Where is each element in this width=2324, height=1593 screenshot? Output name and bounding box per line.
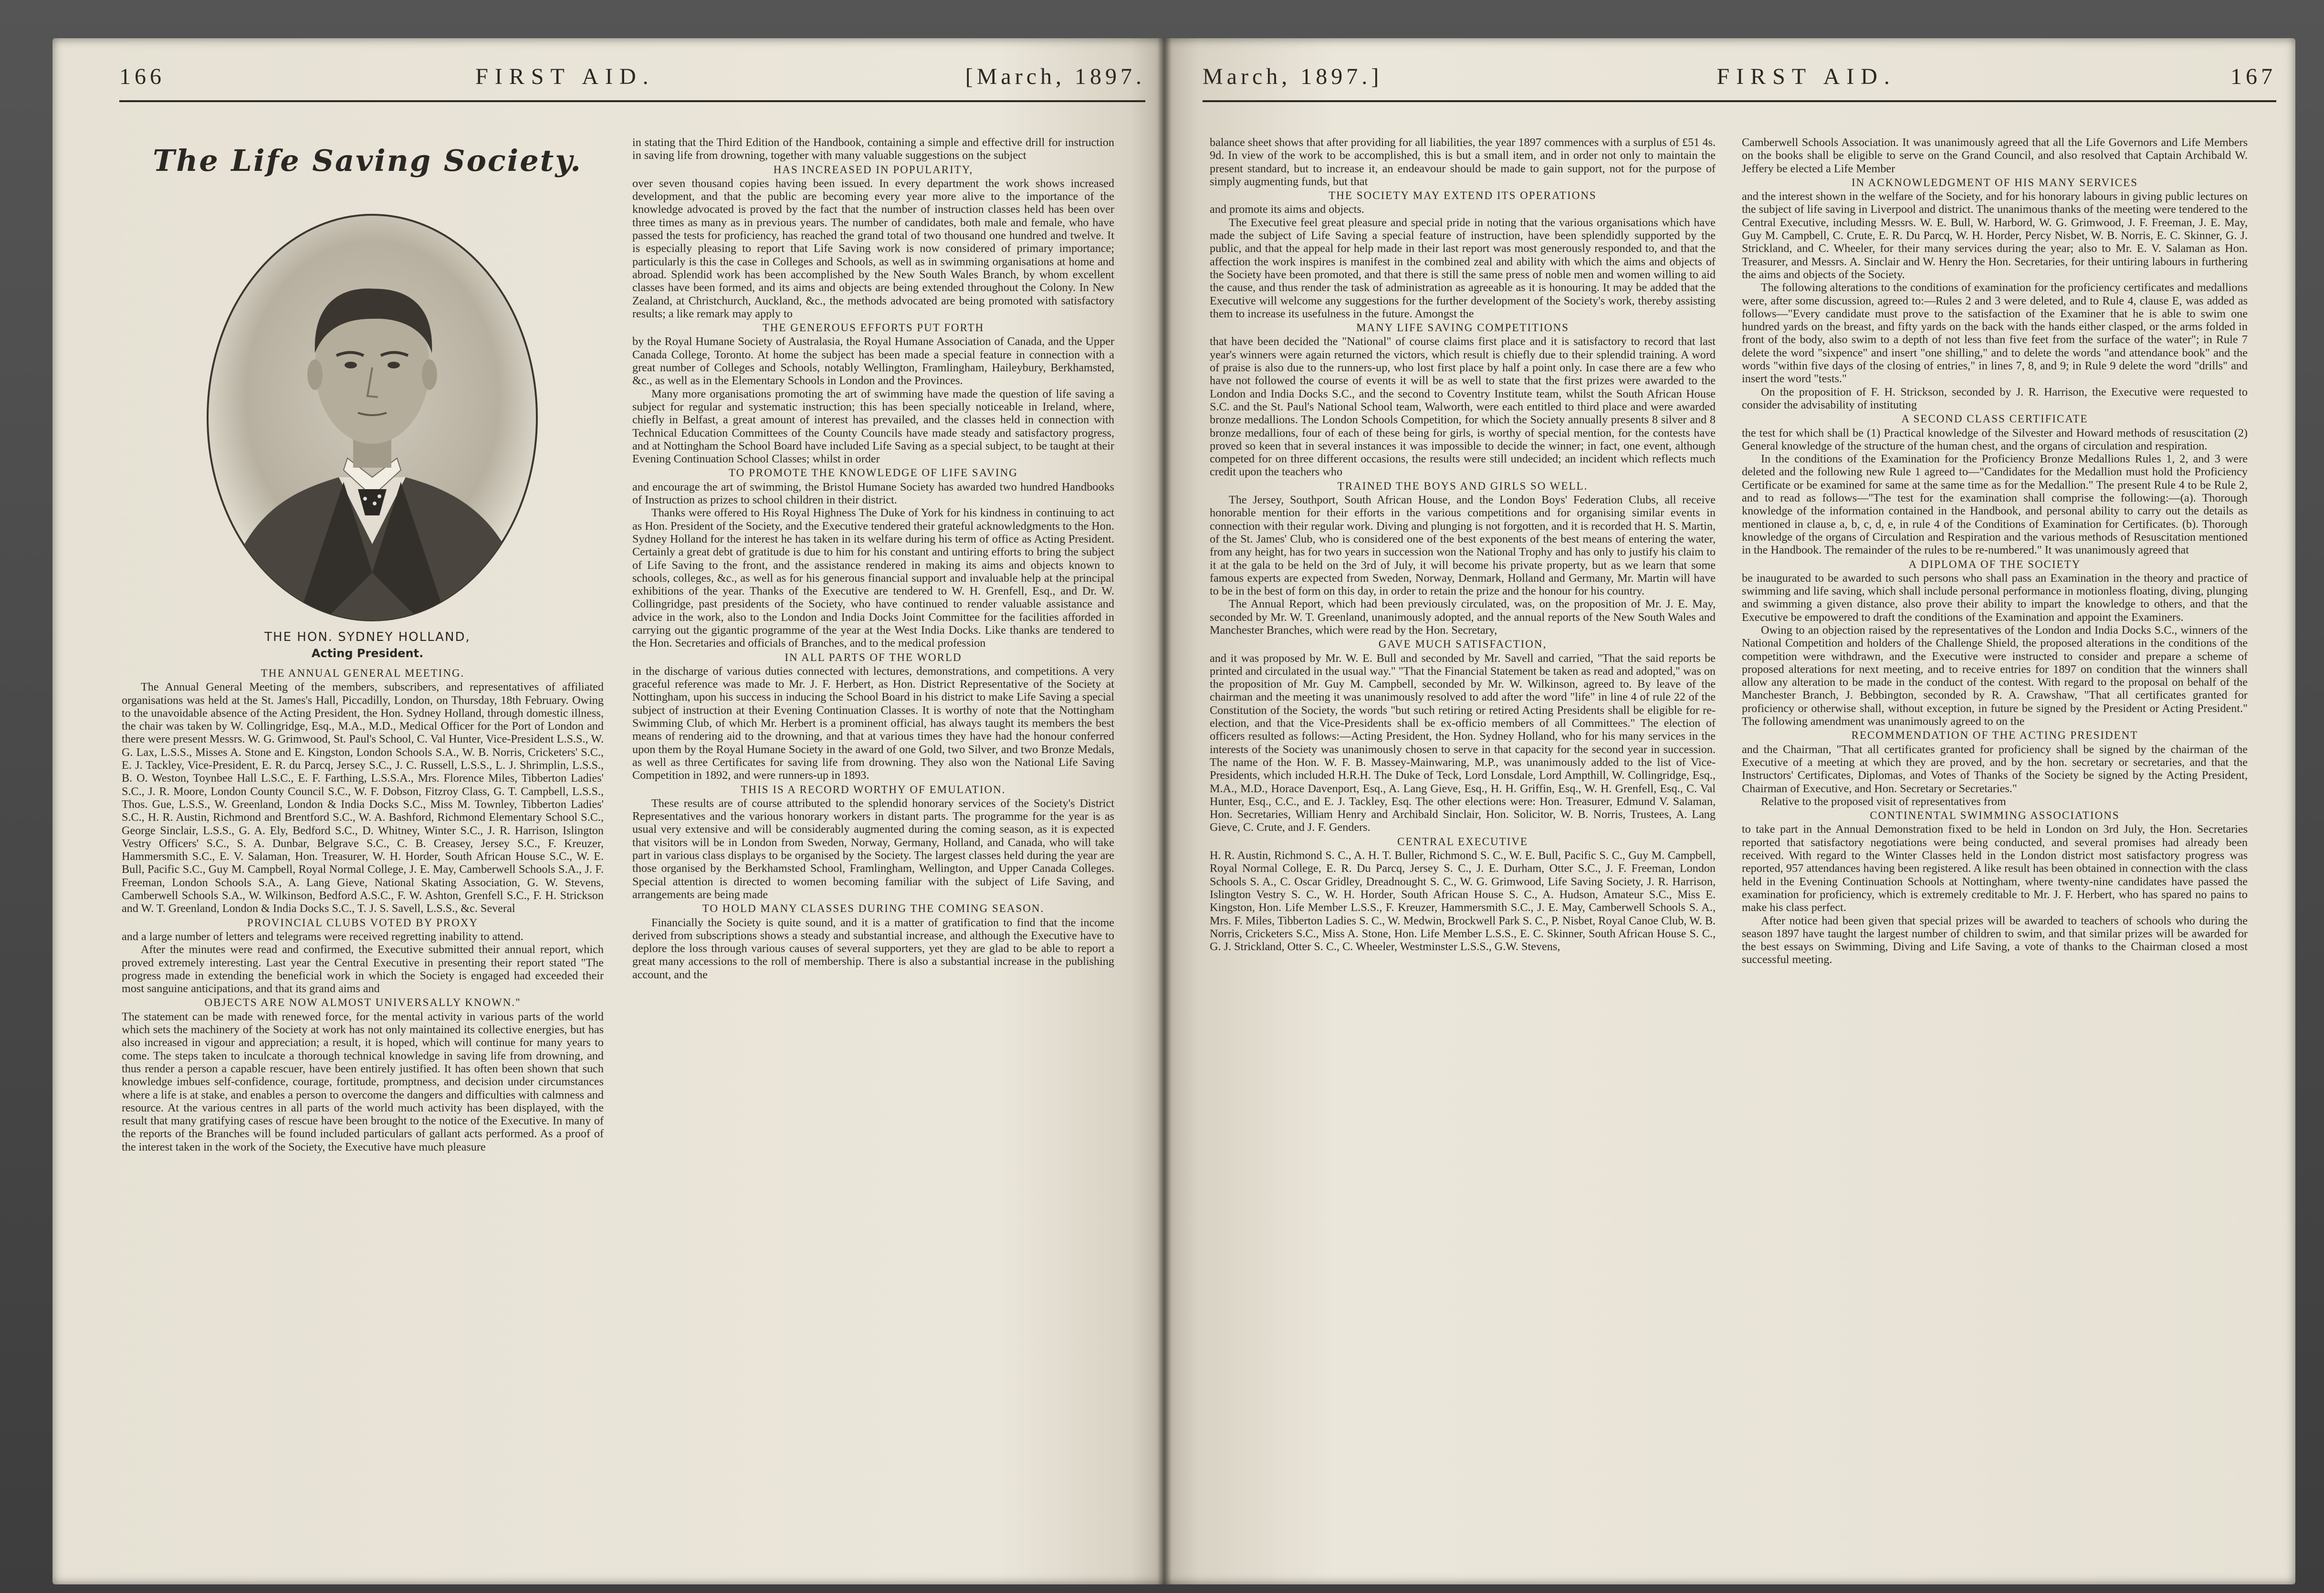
paragraph-continued: and encourage the art of swimming, the Bristol Humane Society has awarded two hundred Handbooks of Instruction as prizes to school children in their district. [632, 480, 1114, 507]
left-column-1 [122, 666, 604, 1153]
subheading: TRAINED THE BOYS AND GIRLS SO WELL. [1337, 480, 1588, 492]
paragraph: The Annual General Meeting of the members, subscribers, and representatives of affiliated organisations was held at the St. James's Hall, Piccadilly, London, on Thursday, 18th February. Owing to the unavoidable absence of the Acting President, the Hon. Sydney Holland, through domestic illness, the chair was taken by W. Collingridge, Esq., M.A., M.D., Medical Officer for the Port of London and there were present Messrs. W. G. Grimwood, St. Paul's School, C. Val Hunter, Vice-President L.S.S., W. G. Lax, L.S.S., Misses A. Stone and E. Kingston, London Schools S.A., W. B. Norris, Cricketers' S.C., E. J. Tackley, Vice-President, E. R. du Parcq, Jersey S.C., J. C. Russell, L.S.S., L. J. Shrimplin, L.S.S., B. O. Weston, Toynbee Hall L.S.C., E. F. Farthing, L.S.S.A., Mrs. Florence Miles, Tibberton Ladies' S.C., J. R. Moore, London County Council S.C., W. F. Dobson, Fitzroy Class, G. T. Campbell, L.S.S., Thos. Gue, L.S.S., W. Greenland, London & India Docks S.C., Miss M. Townley, Tibberton Ladies' S.C., H. R. Austin, Richmond and Brentford S.C., W. A. Bashford, Richmond Elementary School S.C., George Sinclair, L.S.S., G. A. Ely, Bedford S.C., D. Whitney, Winter S.C., J. R. Harrison, Islington Vestry Officers' S.C., S. A. Dunbar, Belgrave S.C., C. B. Creasey, Jersey S.C., F. Kreuzer, Hammersmith S.C., E. V. Salaman, Hon. Treasurer, W. H. Horder, South African House S.C., W. E. Bull, Pacific S.C., Guy M. Campbell, Royal Normal College, J. E. May, Camberwell Schools S.A., J. F. Freeman, London Schools S.A., A. Lang Gieve, National Skating Association, G. W. Stevens, Camberwell Schools S.A., W. Wilkinson, Bedford A.S.C., F. W. Ashton, Grenfell S.C., F. H. Strickson and W. T. Greenland, London & India Docks S.C., T. J. S. Savell, L.S.S., &c. Several [122, 681, 604, 915]
portrait-caption-name: THE HON. SYDNEY HOLLAND, [264, 630, 471, 644]
paragraph: The Annual Report, which had been previously circulated, was, on the proposition of Mr. J. E. May, seconded by Mr. W. T. Greenland, unanimously adopted, and the annual reports of the New South Wales and Manchester Branches, which were read by the Hon. Secretary, [1210, 597, 1716, 637]
book-gutter [1157, 38, 1172, 1584]
portrait-illustration [200, 210, 544, 625]
subheading: TO HOLD MANY CLASSES DURING THE COMING SEASON. [702, 902, 1045, 915]
left-journal-title: FIRST AID. [475, 63, 655, 89]
paragraph-continued: be inaugurated to be awarded to such persons who shall pass an Examination in the theory and practice of swimming and life saving, which shall include personal performance in motionless floating, diving, plunging and swimming a given distance, also prove their ability to impart the knowledge to others, and that the Executive be empowered to draft the conditions of the Examination and appoint the Examiners. [1742, 571, 2248, 624]
paragraph: Owing to an objection raised by the representatives of the London and India Docks S.C., winners of the National Competition and holders of the Challenge Shield, the proposed alterations in the conditions of the competition were withdrawn, and the Executive were instructed to consider and prepare a scheme of proposed alterations for next meeting, and to receive entries for 1897 on condition that the winners shall allow any alteration to be made in the conduct of the contest. With regard to the proposal on behalf of the Manchester Branch, J. Bebbington, seconded by R. A. Crawshaw, "That all certificates granted for proficiency or otherwise shall, without exception, in future be signed by the President or Acting President." The following amendment was unanimously agreed to on the [1742, 623, 2248, 728]
paragraph: The following alterations to the conditions of examination for the proficiency certificates and medallions were, after some discussion, agreed to:—Rules 2 and 3 were deleted, and to Rule 4, clause E, was added as follows—"Every candidate must prove to the satisfaction of the Examiner that he is able to swim one hundred yards on the breast, and fifty yards on the back with the hands either clasped, or the arms folded in front of the body, also swim to a depth of not less than five feet from the surface of the water"; in Rule 7 delete the word "sixpence" and insert "one shilling," and to delete the words "and attendance book" and the words "within five days of the closing of entries," in lines 7, 8, and 9; in Rule 9 delete the word "drills" and insert the word "tests." [1742, 281, 2248, 386]
paragraph-continued: and a large number of letters and telegrams were received regretting inability to attend. [122, 930, 523, 943]
right-journal-title: FIRST AID. [1717, 63, 1896, 89]
subheading: TO PROMOTE THE KNOWLEDGE OF LIFE SAVING [729, 467, 1018, 479]
subheading: IN ACKNOWLEDGMENT OF HIS MANY SERVICES [1852, 176, 2138, 189]
right-page-number: 167 [2230, 63, 2276, 89]
right-column-2 [1742, 136, 2248, 966]
paragraph-continued: to take part in the Annual Demonstration fixed to be held in London on 3rd July, the Hon. Secretaries reported that satisfactory negotiations were being conducted, and several promises had already been received. With regard to the Winter Classes held in the London district most satisfactory progress was reported, 957 attendances having been registered. A like result has been obtained in connection with the class held in the Evening Continuation Schools at Nottingham, where twenty-nine candidates have passed the examination for proficiency, which is extremely creditable to Mr. J. F. Herbert, who has spared no pains to make his class perfect. [1742, 823, 2248, 914]
paragraph: Thanks were offered to His Royal Highness The Duke of York for his kindness in continuing to act as Hon. President of the Society, and the Executive tendered their grateful acknowledgments to the Hon. Sydney Holland for the interest he has taken in its welfare during his term of office as Acting President. Certainly a great debt of gratitude is due to him for his constant and untiring efforts to bring the subject of Life Saving to the front, and the assistance rendered in making its aims and objects known to schools, colleges, &c., as well as for his generous financial support and invaluable help at the principal exhibitions of the year. Thanks of the Executive are tendered to W. H. Grenfell, Esq., and Dr. W. Collingridge, past presidents of the Society, who have continued to render valuable assistance and advice in the work, also to the London and India Docks Joint Committee for the facilities afforded in carrying out the gigantic programme of the year at the West India Docks. Like thanks are tendered to the Hon. Secretaries and officials of Branches, and to the medical profession [632, 506, 1114, 650]
paragraph-continued: over seven thousand copies having been issued. In every department the work shows increased development, and that the public are becoming every year more alive to the importance of the knowledge advocated is proved by the fact that the number of instruction classes held has been over three times as many as in previous years. The number of candidates, both male and female, who have passed the tests for proficiency, has reached the grand total of two thousand one hundred and twelve. It is especially pleasing to report that Life Saving work is now considered of primary importance; particularly is this the case in Colleges and Schools, as well as in swimming organisations at home and abroad. Splendid work has been accomplished by the New South Wales Branch, by whom excellent classes have been formed, and its aims and objects are being extended throughout the Colony. In New Zealand, at Christchurch, Auckland, &c., the methods advocated are being promoted with satisfactory results; a like remark may apply to [632, 177, 1114, 320]
paragraph: These results are of course attributed to the splendid honorary services of the Society's District Representatives and the various honorary workers in distant parts. The programme for the year is as usual very extensive and will be considerably augmented during the coming season, as it is expected that visitors will be in London from Sweden, Norway, Germany, Holland, and Canada, who will take part in various class displays to be organised by the Society. The largest classes held during the year are those organised by the Berkhamsted School, Framlingham, Wellington, and Upper Canada Colleges. Special attention is directed to women becoming familiar with the subject of Life Saving, and arrangements are being made [632, 796, 1114, 901]
subheading: A SECOND CLASS CERTIFICATE [1901, 413, 2088, 425]
paragraph-continued: in the discharge of various duties connected with lectures, demonstrations, and competitions. A very graceful reference was made to Mr. J. F. Herbert, as Hon. District Representative of the Society at Nottingham, upon his success in inducing the School Board in his district to make Life Saving a special subject of instruction at their Evening Continuation Classes. It is worthy of note that the Nottingham Swimming Club, of which Mr. Herbert is a prominent official, has always taught its members the best means of rendering aid to the drowning, and that at various times they have had the honour conferred upon them by the Royal Humane Society in the award of one Gold, two Silver, and two Bronze Medals, as well as three Certificates for saving life from drowning. They also won the National Life Saving Competition in 1892, and were runners-up in 1893. [632, 664, 1114, 782]
left-page-number: 166 [119, 63, 165, 89]
paragraph: Relative to the proposed visit of representatives from [1761, 795, 2006, 808]
paragraph-continued: balance sheet shows that after providing for all liabilities, the year 1897 commences with a surplus of £51 4s. 9d. In view of the work to be accomplished, this is but a small item, and in order not only to maintain the present standard, but to increase it, an endeavour should be made to gain support, not for the purpose of simply augmenting funds, but that [1210, 136, 1716, 188]
right-column-1 [1210, 136, 1716, 953]
subheading: CENTRAL EXECUTIVE [1397, 835, 1528, 848]
paragraph-continued: H. R. Austin, Richmond S. C., A. H. T. Buller, Richmond S. C., W. E. Bull, Pacific S. C., Guy M. Campbell, Royal Normal College, E. R. Du Parcq, Jersey S. C., J. E. Durham, Otter S.C., J. F. Freeman, London Schools S. A., C. Oscar Gridley, Dreadnought S. C., W. G. Grimwood, Life Saving Society, J. R. Harrison, Islington Vestry S. C., W. H. Horder, South African House S. C., A. Hudson, Amateur S.C., Miss E. Kingston, Hon. Life Member L.S.S., F. Kreuzer, Hammersmith S.C., J. E. May, Camberwell Schools S. A., Mrs. F. Miles, Tibberton Ladies S. C., W. Medwin, Brockwell Park S. C., P. Nisbet, Royal Canoe Club, W. B. Norris, Cricketers S.C., Miss A. Stone, Hon. Life Member L.S.S., E. C. Skinner, South African House S. C., G. J. Strickland, Otter S. C., C. Wheeler, Westminster L.S.S., G.W. Stevens, [1210, 849, 1716, 954]
portrait-oval [200, 210, 544, 625]
subheading: THE GENEROUS EFFORTS PUT FORTH [762, 322, 984, 334]
portrait-caption-title: Acting President. [311, 647, 424, 660]
paragraph: After the minutes were read and confirmed, the Executive submitted their annual report, which proved extremely interesting. Last year the Central Executive in presenting their report stated "The progress made in extending the beneficial work in which the Society is engaged had exceeded their most sanguine anticipations, and that its grand aims and [122, 943, 604, 996]
subheading: A DIPLOMA OF THE SOCIETY [1908, 558, 2081, 570]
subheading: GAVE MUCH SATISFACTION, [1378, 638, 1547, 650]
paragraph: Many more organisations promoting the art of swimming have made the question of life saving a subject for regular and systematic instruction; this has been specially noticeable in Ireland, where, chiefly in Belfast, a great amount of interest has prevailed, and the classes held in connection with Technical Education Committees of the County Councils have made steady and satisfactory progress, and at Nottingham the School Board have included Life Saving as a special subject, to be taught at their Evening Continuation School Classes; whilst in order [632, 387, 1114, 466]
paragraph-continued: and it was proposed by Mr. W. E. Bull and seconded by Mr. Savell and carried, "That the said reports be printed and circulated in the usual way." "That the Financial Statement be taken as read and adopted," was on the proposition of Mr. Guy M. Campbell, seconded by Mr. W. Wilkinson, agreed to. By leave of the chairman and the meeting it was unanimously resolved to add after the word "life" in line 4 of rule 22 of the Constitution of the Society, the words "but such retiring or retired Acting Presidents shall be eligible for re-election, and that the Vice-Presidents shall be ex-officio members of all Committees." The election of officers resulted as follows:—Acting President, the Hon. Sydney Holland, who for his many services in the interests of the Society was unanimously chosen to serve in that capacity for the second year in succession. The name of the Hon. W. F. B. Massey-Mainwaring, M.P., was unanimously added to the list of Vice-Presidents, which included H.R.H. The Duke of Teck, Lord Lonsdale, Lord Ampthill, W. Collingridge, Esq., M.A., M.D., Horace Davenport, Esq., A. Lang Gieve, Esq., H. H. Griffin, Esq., W. H. Grenfell, Esq., C. Val Hunter, Esq., C.C., and E. J. Tackley, Esq. The other elections were: Hon. Treasurer, Edmund V. Salaman, Hon. Secretaries, William Henry and Archibald Sinclair, Hon. Solicitor, W. B. Norris, Trustees, A. Lang Gieve, C. Crute, and J. F. Genders. [1210, 651, 1716, 834]
subheading: RECOMMENDATION OF THE ACTING PRESIDENT [1851, 729, 2138, 742]
subheading: MANY LIFE SAVING COMPETITIONS [1356, 322, 1569, 334]
right-head-rule [1203, 100, 2276, 102]
paragraph-continued: the test for which shall be (1) Practical knowledge of the Silvester and Howard methods of resuscitation (2) General knowledge of the structure of the human chest, and the organs of circulation and respiration. [1742, 426, 2248, 452]
left-column-2 [632, 136, 1114, 981]
paragraph: Financially the Society is quite sound, and it is a matter of gratification to find that the income derived from subscriptions shows a steady and substantial increase, and although the Executive have to deplore the loss through various causes of several supporters, yet they are glad to be able to report a great many accessions to the roll of membership. There is also a substantial increase in the publishing account, and the [632, 916, 1114, 981]
left-running-head [119, 57, 1145, 95]
paragraph-continued: that have been decided the "National" of course claims first place and it is satisfactory to record that last year's winners were again returned the victors, which result is chiefly due to their splendid training. A word of praise is also due to the runners-up, who lost first place by half a point only. In case there are a few who have not followed the course of events it will be as well to state that the first prizes were awarded to the London and India Docks S.C., and the second to Coventry Institute team, whilst the South African House S.C. and the St. Paul's National School team, Walworth, were each entitled to third place and were awarded bronze medallions. The London Schools Competition, for which the Society annually presents 8 silver and 8 bronze medallions, four of each of these being for girls, is worthy of special mention, for the contests have proved so keen that in several instances it was impossible to decide the winner; in fact, one event, although competed for on three different occasions, the results were still undecided; an incident which reflects much credit upon the teachers who [1210, 335, 1716, 479]
paragraph-continued: by the Royal Humane Society of Australasia, the Royal Humane Association of Canada, and the Upper Canada College, Toronto. At home the subject has been made a special feature in connection with a great number of Colleges and Schools, notably Wellington, Framlingham, Haileybury, Berkhamsted, &c., as well as in the Elementary Schools in London and the Provinces. [632, 335, 1114, 388]
left-issue-date: [March, 1897. [965, 63, 1145, 89]
subheading: THE SOCIETY MAY EXTEND ITS OPERATIONS [1329, 189, 1597, 202]
paragraph-continued: and promote its aims and objects. [1210, 203, 1364, 216]
right-issue-date: March, 1897.] [1203, 63, 1383, 89]
paragraph: On the proposition of F. H. Strickson, seconded by J. R. Harrison, the Executive were requested to consider the advisability of instituting [1742, 385, 2248, 411]
subheading: OBJECTS ARE NOW ALMOST UNIVERSALLY KNOWN." [204, 996, 521, 1009]
left-head-rule [119, 100, 1145, 102]
section-title: The Life Saving Society. [153, 143, 582, 178]
right-running-head [1203, 57, 2276, 95]
subheading: HAS INCREASED IN POPULARITY, [773, 163, 974, 176]
subheading: THIS IS A RECORD WORTHY OF EMULATION. [741, 783, 1006, 796]
subheading: THE ANNUAL GENERAL MEETING. [261, 667, 465, 679]
paragraph: The Jersey, Southport, South African House, and the London Boys' Federation Clubs, all receive honorable mention for their efforts in the various competitions and for organising similar events in connection with their regular work. Diving and plunging is not forgotten, and it is recorded that H. S. Martin, of the St. James' Club, who is considered one of the best exponents of the best means of entering the water, from any height, has for two years in succession won the National Trophy and has only to justify his claim to it at the gala to be held on the 3rd of July, it will become his private property, but as we learn that some famous experts are expected from Sweden, Norway, Denmark, Holland and Germany, Mr. Martin will have to be in the best of form on this day, in order to retain the prize and the honour for his country. [1210, 493, 1716, 598]
subheading: IN ALL PARTS OF THE WORLD [785, 651, 962, 663]
paragraph-continued: The statement can be made with renewed force, for the mental activity in various parts of the world which sets the machinery of the Society at work has not only maintained its collective energies, but has also increased in vigour and appreciation; a result, it is hoped, which will continue for many years to come. The steps taken to inculcate a thorough technical knowledge in saving life from drowning, and thus render a person a capable rescuer, have been entirely justified. It has often been shown that such knowledge imbues self-confidence, courage, fortitude, promptness, and decision under circumstances where a life is at stake, and enables a person to overcome the dangers and difficulties with calmness and resource. At the various centres in all parts of the world much activity has been displayed, with the result that many gratifying cases of rescue have been brought to the notice of the Executive. In many of the reports of the Branches will be found included particulars of gallant acts performed. As a proof of the interest taken in the work of the Society, the Executive have much pleasure [122, 1010, 604, 1153]
paragraph: In the conditions of the Examination for the Proficiency Bronze Medallions Rules 1, 2, and 3 were deleted and the following new Rule 1 agreed to—"Candidates for the Medallion must hold the Proficiency Certificate or be examined for same at the same time as for the Medallion." The present Rule 4 to be Rule 2, and to read as follows—"The test for the examination shall comprise the following:—(a). Thorough knowledge of the information contained in the Handbook, and personal ability to carry out the details as mentioned in clause a, b, c, d, e, in rule 4 of the Conditions of Examination for Certificates. (b). Thorough knowledge of the organs of Circulation and Respiration and the various methods of Resuscitation mentioned in the Handbook. The remainder of the rules to be re-numbered." It was unanimously agreed that [1742, 452, 2248, 557]
paragraph-continued: and the Chairman, "That all certificates granted for proficiency shall be signed by the chairman of the Executive of a meeting at which they are proved, and by the hon. secretary or secretaries, and that the Instructors' Certificates, Diplomas, and Votes of Thanks of the Society be signed by the Acting President, Chairman of Executive, and Hon. Secretary or Secretaries." [1742, 743, 2248, 795]
paragraph-continued: Camberwell Schools Association. It was unanimously agreed that all the Life Governors and Life Members on the books shall be eligible to serve on the Grand Council, and also resolved that Captain Archibald W. Jeffery be elected a Life Member [1742, 136, 2248, 175]
paragraph: The Executive feel great pleasure and special pride in noting that the various organisations which have made the subject of Life Saving a special feature of instruction, have been splendidly supported by the public, and that the appeal for help made in their last report was most generously responded to, and that the affection the work inspires is manifest in the combined zeal and ability with which the aims and objects of the Society have been promoted, and that there is still the same press of noble men and women willing to aid the cause, and thus render the task of administration as agreeable as it is honouring. It may be added that the Executive will welcome any suggestions for the further development of the Society's work, thereby assisting them to increase its usefulness in the future. Amongst the [1210, 216, 1716, 320]
subheading: CONTINENTAL SWIMMING ASSOCIATIONS [1870, 809, 2120, 822]
subheading: PROVINCIAL CLUBS VOTED BY PROXY [247, 916, 479, 929]
paragraph-continued: in stating that the Third Edition of the Handbook, containing a simple and effective drill for instruction in saving life from drowning, together with many valuable suggestions on the subject [632, 136, 1114, 162]
paragraph: After notice had been given that special prizes will be awarded to teachers of schools who during the season 1897 have taught the largest number of children to swim, and that similar prizes will be awarded for the best essays on Swimming, Diving and Life Saving, a vote of thanks to the Chairman closed a most successful meeting. [1742, 914, 2248, 966]
paragraph-continued: and the interest shown in the welfare of the Society, and for his honorary labours in giving public lectures on the subject of life saving in Liverpool and district. The unanimous thanks of the meeting were tendered to the Central Executive, including Messrs. W. E. Bull, W. Harbord, W. G. Grimwood, J. F. Freeman, J. E. May, Guy M. Campbell, C. Crute, E. R. Du Parcq, W. H. Horder, Percy Nisbet, W. B. Norris, E. C. Skinner, G. J. Strickland, and C. Wheeler, for their many services during the year; also to Mr. E. V. Salaman as Hon. Treasurer, and Messrs. A. Sinclair and W. Henry the Hon. Secretaries, for their untiring labours in furthering the aims and objects of the Society. [1742, 190, 2248, 281]
